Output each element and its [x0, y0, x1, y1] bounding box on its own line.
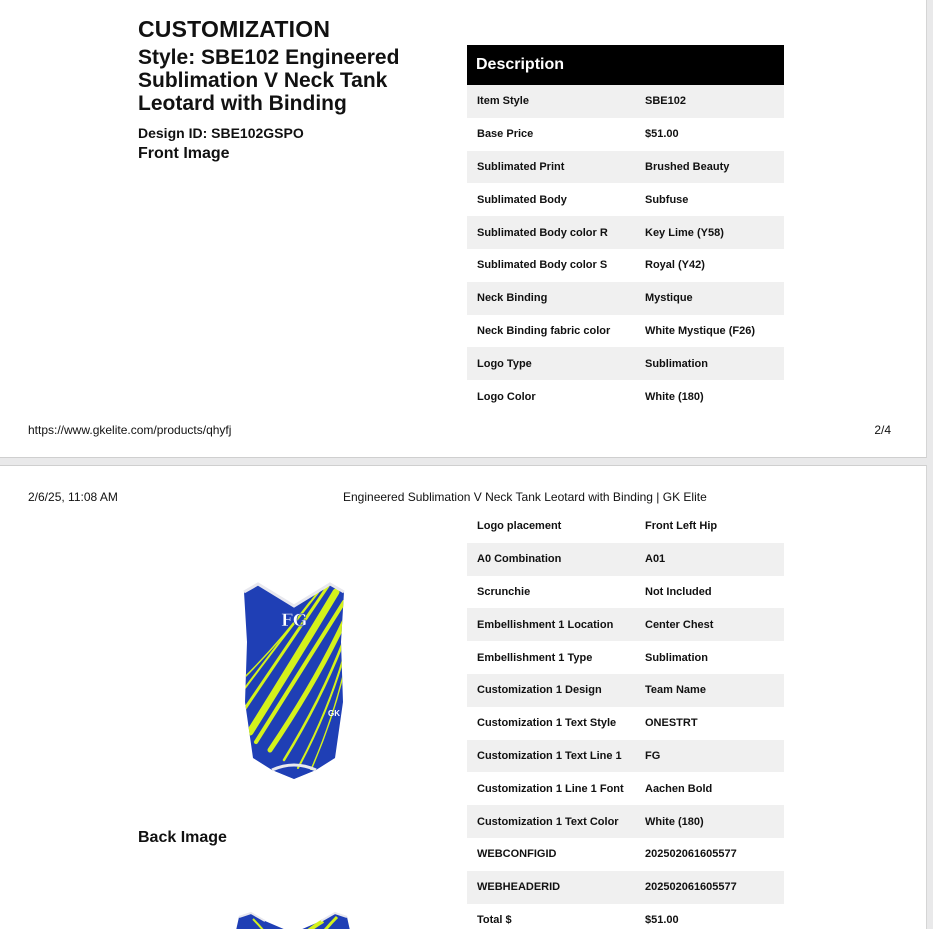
leotard-back-image: [233, 911, 353, 929]
row-value: Sublimation: [645, 651, 708, 664]
leotard-text: FG: [280, 611, 308, 631]
table-row: [467, 380, 784, 413]
row-label: Sublimated Body color R: [477, 226, 608, 239]
table-row: [467, 249, 784, 282]
table-row: [467, 282, 784, 315]
row-value: A01: [645, 553, 666, 566]
gk-logo-icon: GK: [328, 709, 340, 718]
print-page-title: Engineered Sublimation V Neck Tank Leotard with Binding | GK Elite: [343, 490, 707, 504]
row-value: White (180): [645, 815, 704, 828]
row-value: ONESTRT: [645, 717, 698, 730]
row-label: Logo Color: [477, 390, 536, 403]
table-row: [467, 740, 784, 773]
row-label: Customization 1 Text Line 1: [477, 749, 622, 762]
table-row: [467, 183, 784, 216]
row-label: Customization 1 Design: [477, 684, 602, 697]
table-row: [467, 904, 784, 929]
row-value: Key Lime (Y58): [645, 226, 724, 239]
table-row: [467, 805, 784, 838]
back-image-label: Back Image: [138, 829, 227, 846]
row-value: 202502061605577: [645, 848, 737, 861]
row-value: Aachen Bold: [645, 782, 713, 795]
row-value: Subfuse: [645, 193, 689, 206]
table-row: [467, 216, 784, 249]
pdf-page-1: [0, 0, 927, 458]
row-value: Front Left Hip: [645, 520, 718, 533]
row-value: FG: [645, 749, 661, 762]
row-label: Item Style: [477, 95, 529, 108]
row-label: Sublimated Body color S: [477, 259, 608, 272]
row-label: Neck Binding: [477, 292, 548, 305]
row-value: Sublimation: [645, 357, 708, 370]
table-row: [467, 674, 784, 707]
style-heading: Style: SBE102 Engineered Sublimation V Neck Tank Leotard with Binding: [138, 46, 400, 115]
print-date: 2/6/25, 11:08 AM: [28, 490, 118, 504]
row-label: Sublimated Print: [477, 160, 565, 173]
table-row: [467, 347, 784, 380]
row-value: $51.00: [645, 913, 679, 926]
row-label: Logo Type: [477, 357, 532, 370]
row-label: Customization 1 Line 1 Font: [477, 782, 624, 795]
row-label: Sublimated Body: [477, 193, 567, 206]
table-row: [467, 772, 784, 805]
table-row: [467, 315, 784, 348]
table-row: [467, 707, 784, 740]
table-row: [467, 576, 784, 609]
row-value: Team Name: [645, 684, 706, 697]
description-header: Description: [467, 45, 784, 85]
table-row: [467, 85, 784, 118]
description-table-continued: [467, 510, 784, 929]
table-row: [467, 151, 784, 184]
table-row: [467, 118, 784, 151]
pdf-page-2: [0, 465, 927, 929]
row-value: $51.00: [645, 128, 679, 141]
row-label: Base Price: [477, 128, 534, 141]
table-row: [467, 871, 784, 904]
row-value: White (180): [645, 390, 704, 403]
table-row: [467, 608, 784, 641]
row-label: A0 Combination: [477, 553, 562, 566]
row-label: Neck Binding fabric color: [477, 324, 611, 337]
row-label: Embellishment 1 Location: [477, 618, 614, 631]
page-number: 2/4: [874, 423, 891, 437]
front-image-label: Front Image: [138, 145, 230, 162]
row-label: Customization 1 Text Style: [477, 717, 617, 730]
row-label: Scrunchie: [477, 585, 531, 598]
row-value: Center Chest: [645, 618, 714, 631]
row-value: 202502061605577: [645, 881, 737, 894]
row-label: WEBCONFIGID: [477, 848, 557, 861]
row-value: Mystique: [645, 292, 693, 305]
row-label: Logo placement: [477, 520, 562, 533]
row-label: Customization 1 Text Color: [477, 815, 619, 828]
page-title: CUSTOMIZATION: [138, 16, 331, 42]
table-row: [467, 838, 784, 871]
row-value: Royal (Y42): [645, 259, 705, 272]
row-label: WEBHEADERID: [477, 881, 561, 894]
row-label: Embellishment 1 Type: [477, 651, 593, 664]
row-value: Not Included: [645, 585, 712, 598]
footer-url-link[interactable]: https://www.gkelite.com/products/qhyfj: [28, 423, 232, 437]
leotard-front-image: [240, 582, 348, 779]
table-row: [467, 543, 784, 576]
row-value: Brushed Beauty: [645, 160, 730, 173]
description-table: [467, 45, 784, 413]
table-row: [467, 510, 784, 543]
row-value: White Mystique (F26): [645, 324, 756, 337]
row-value: SBE102: [645, 95, 686, 108]
design-id: Design ID: SBE102GSPO: [138, 125, 304, 141]
table-row: [467, 641, 784, 674]
row-label: Total $: [477, 913, 512, 926]
